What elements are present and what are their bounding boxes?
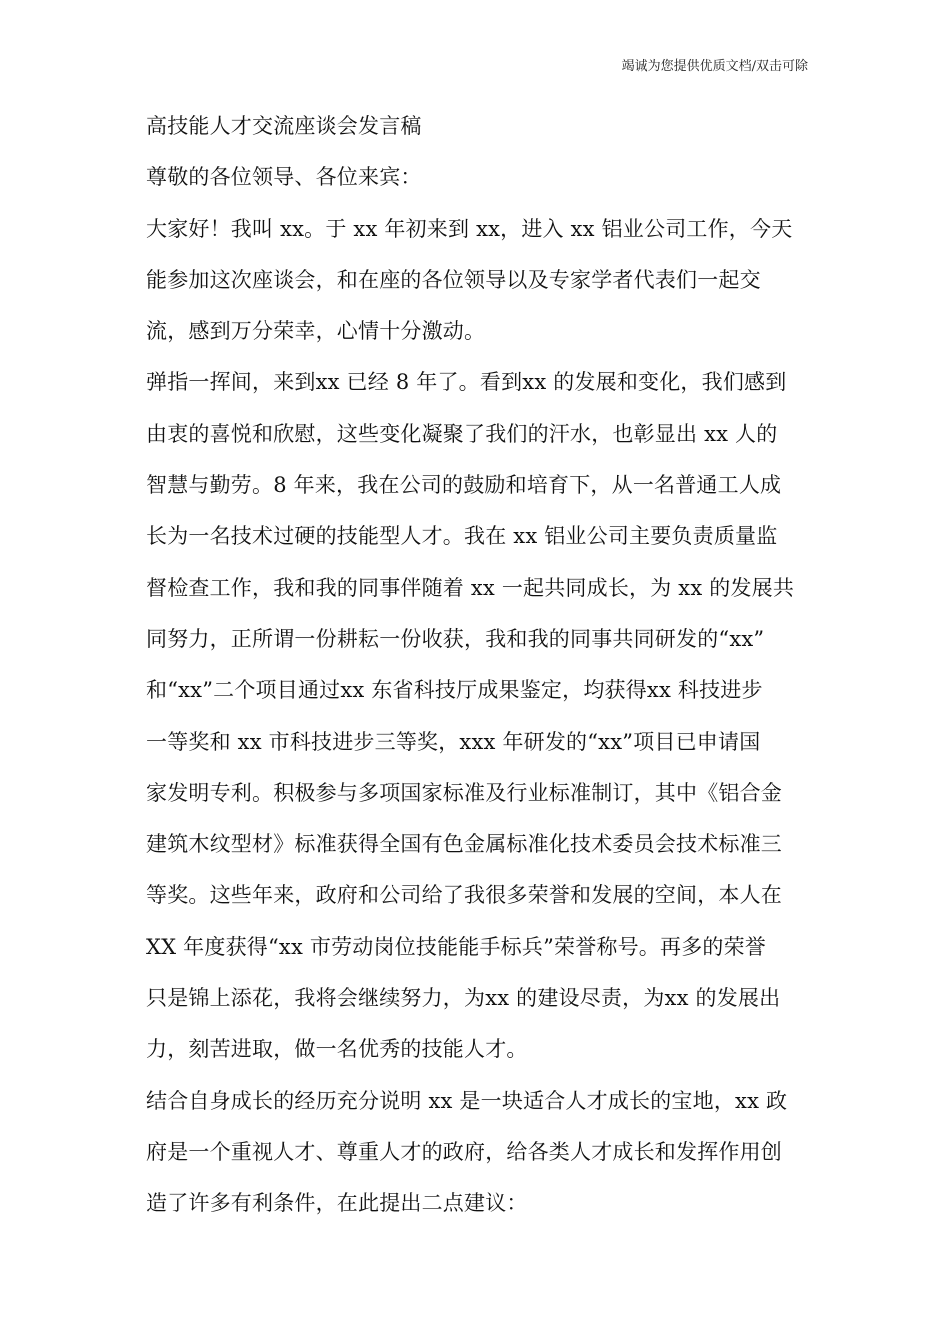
- paragraph-line: 督检查工作，我和我的同事伴随着 xx 一起共同成长，为 xx 的发展共: [146, 575, 795, 600]
- salutation: 尊敬的各位领导、各位来宾：: [146, 165, 422, 190]
- paragraph-line: 和“xx”二个项目通过xx 东省科技厅成果鉴定，均获得xx 科技进步: [146, 678, 763, 703]
- paragraph-line: 力，刻苦进取，做一名优秀的技能人才。: [146, 1037, 528, 1062]
- paragraph-line: 家发明专利。积极参与多项国家标准及行业标准制订，其中《铝合金: [146, 780, 782, 805]
- paragraph-line: 由衷的喜悦和欣慰，这些变化凝聚了我们的汗水，也彰显出 xx 人的: [146, 421, 778, 446]
- paragraph-line: 智慧与勤劳。8 年来，我在公司的鼓励和培育下，从一名普通工人成: [146, 473, 782, 498]
- document-title: 高技能人才交流座谈会发言稿: [146, 114, 422, 138]
- paragraph-line: 府是一个重视人才、尊重人才的政府，给各类人才成长和发挥作用创: [146, 1139, 782, 1164]
- paragraph-line: 同努力，正所谓一份耕耘一份收获，我和我的同事共同研发的“xx”: [146, 626, 765, 651]
- document-body: [146, 101, 816, 1230]
- paragraph-line: XX 年度获得“xx 市劳动岗位技能能手标兵”荣誉称号。再多的荣誉: [146, 934, 767, 959]
- paragraph-line: 等奖。这些年来，政府和公司给了我很多荣誉和发展的空间，本人在: [146, 883, 782, 908]
- paragraph-line: 一等奖和 xx 市科技进步三等奖，xxx 年研发的“xx”项目已申请国: [146, 729, 761, 754]
- paragraph-line: 流，感到万分荣幸，心情十分激动。: [146, 319, 486, 344]
- paragraph-line: 大家好！我叫 xx。于 xx 年初来到 xx，进入 xx 铝业公司工作，今天: [146, 216, 793, 241]
- paragraph-line: 弹指一挥间，来到xx 已经 8 年了。看到xx 的发展和变化，我们感到: [146, 370, 787, 395]
- paragraph-line: 造了许多有利条件，在此提出二点建议：: [146, 1191, 528, 1216]
- paragraph-line: 长为一名技术过硬的技能型人才。我在 xx 铝业公司主要负责质量监: [146, 524, 778, 549]
- paragraph-line: 只是锦上添花，我将会继续努力，为xx 的建设尽责，为xx 的发展出: [146, 986, 781, 1011]
- paragraph-line: 建筑木纹型材》标准获得全国有色金属标准化技术委员会技术标准三: [146, 832, 782, 857]
- paragraph-line: 结合自身成长的经历充分说明 xx 是一块适合人才成长的宝地，xx 政: [146, 1088, 788, 1113]
- paragraph-line: 能参加这次座谈会，和在座的各位领导以及专家学者代表们一起交: [146, 267, 761, 292]
- header-note: 竭诚为您提供优质文档/双击可除: [621, 59, 808, 74]
